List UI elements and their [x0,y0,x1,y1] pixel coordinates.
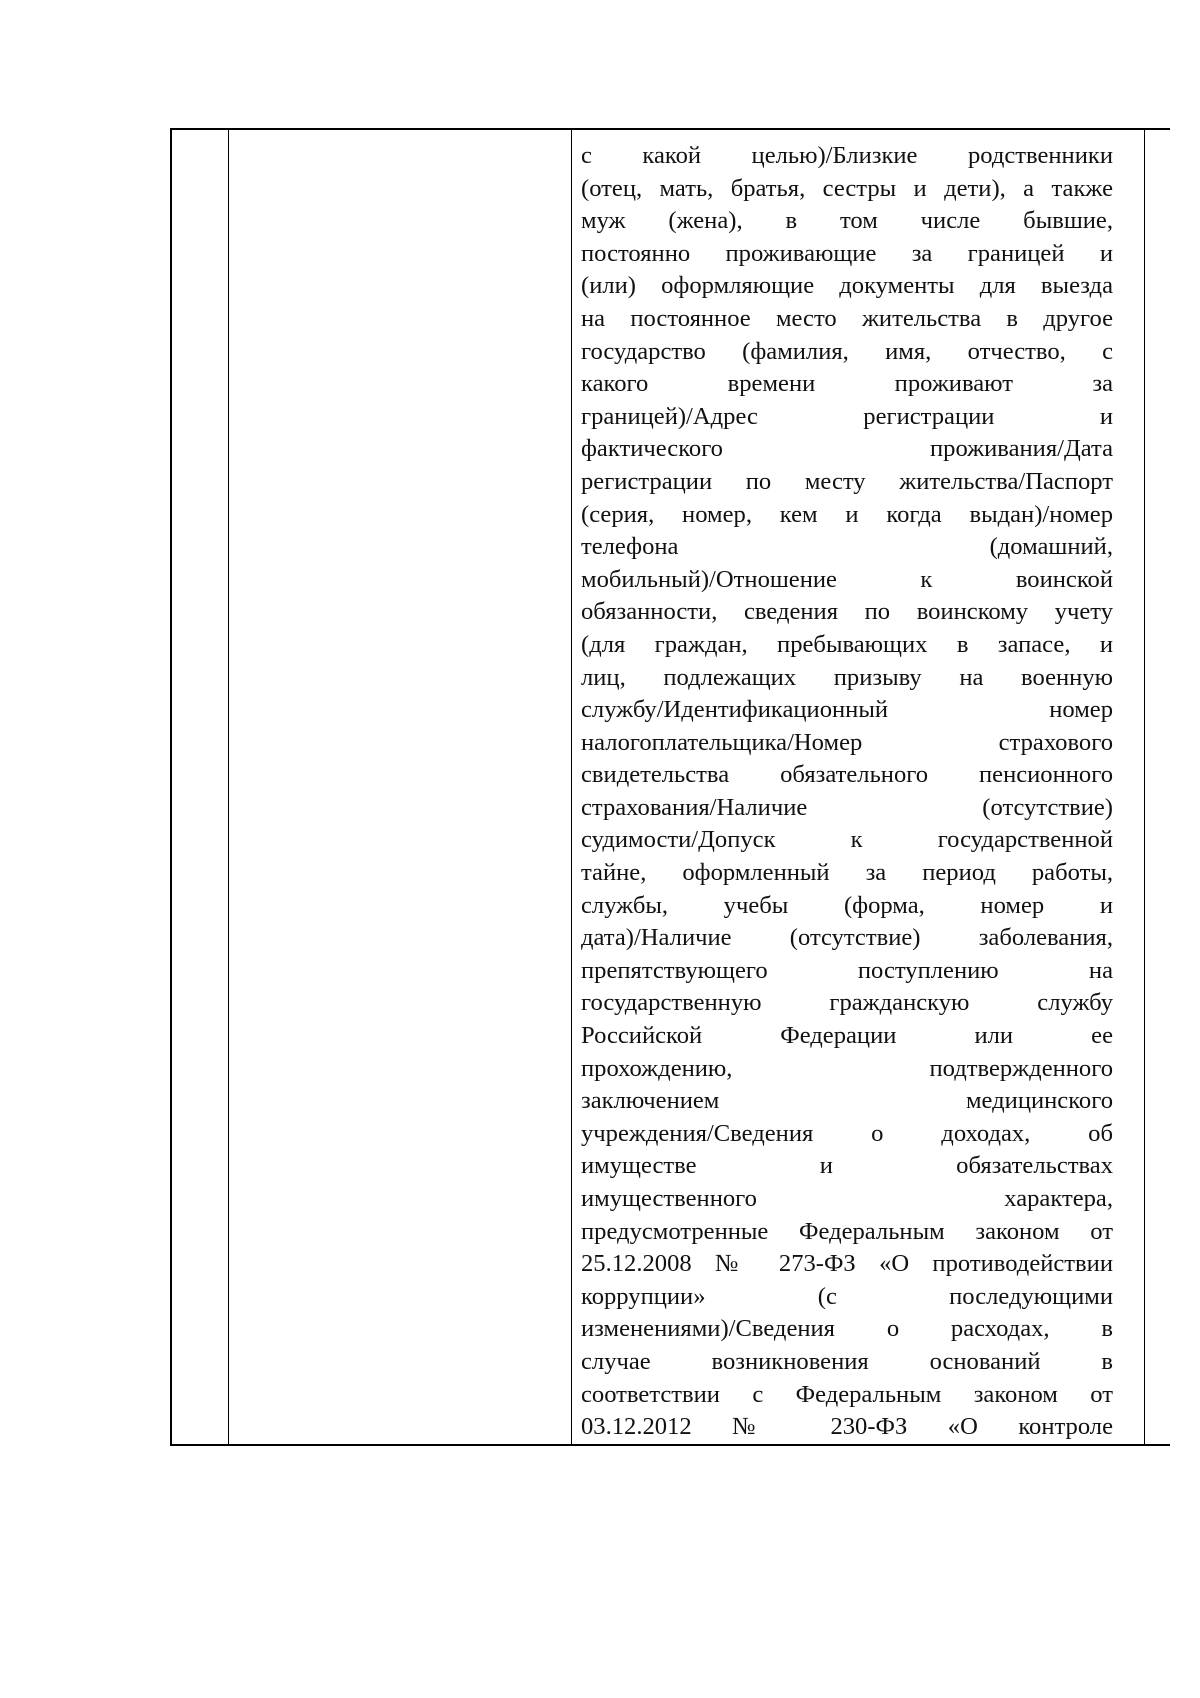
cell-text-line: постоянно проживающие за границей и [581,239,1113,267]
cell-text-line: муж (жена), в том числе бывшие, [581,207,1113,235]
cell-text-line: тайне, оформленный за период работы, [581,859,1113,887]
cell-text-line: препятствующего поступлению на [581,956,1113,984]
cell-text-line: (для граждан, пребывающих в запасе, и [581,630,1113,658]
cell-text-line: коррупции» (с последующими [581,1282,1113,1310]
cell-text-line: службы, учебы (форма, номер и [581,891,1113,919]
cell-text-line: регистрации по месту жительства/Паспорт [581,467,1113,495]
column-divider [1144,130,1145,1444]
cell-text-line: имущественного характера, [581,1185,1113,1212]
cell-text-line: государство (фамилия, имя, отчество, с [581,337,1113,365]
cell-text-line: Российской Федерации или ее [581,1022,1113,1050]
cell-text-line: государственную гражданскую службу [581,989,1113,1017]
cell-text-line: заключением медицинского [581,1087,1113,1115]
cell-text-line: 25.12.2008 № 273-ФЗ «О противодействии [581,1250,1113,1278]
column-divider [228,130,229,1444]
cell-text-line: какого времени проживают за [581,370,1113,398]
cell-text-line: свидетельства обязательного пенсионного [581,761,1113,789]
cell-text-line: границей)/Адрес регистрации и [581,402,1113,430]
cell-text-line: соответствии с Федеральным законом от [581,1380,1113,1408]
column-divider [571,130,572,1444]
cell-text-line: (отец, мать, братья, сестры и дети), а также [581,174,1113,202]
cell-text-line: дата)/Наличие (отсутствие) заболевания, [581,924,1113,952]
cell-text-line: изменениями)/Сведения о расходах, в [581,1315,1113,1343]
cell-text-line: предусмотренные Федеральным законом от [581,1217,1113,1245]
cell-text-line: судимости/Допуск к государственной [581,826,1113,854]
cell-text-line: мобильный)/Отношение к воинской [581,565,1113,593]
cell-text-line: фактического проживания/Дата [581,435,1113,463]
cell-text-line: обязанности, сведения по воинскому учету [581,598,1113,626]
cell-text-line: телефона (домашний, [581,533,1113,561]
data-table [170,128,1170,1446]
cell-text-line: службу/Идентификационный номер [581,696,1113,724]
cell-text-line: (или) оформляющие документы для выезда [581,272,1113,300]
cell-text-line: 03.12.2012 № 230-ФЗ «О контроле [581,1413,1113,1441]
cell-text-line: страхования/Наличие (отсутствие) [581,793,1113,821]
cell-text-line: с какой целью)/Близкие родственники [581,142,1113,169]
cell-text-line: имуществе и обязательствах [581,1152,1113,1180]
cell-text-line: (серия, номер, кем и когда выдан)/номер [581,500,1113,528]
table-cell-description [581,140,1113,1444]
cell-text-line: учреждения/Сведения о доходах, об [581,1119,1113,1147]
cell-text-line: лиц, подлежащих призыву на военную [581,663,1113,691]
cell-text-line: налогоплательщика/Номер страхового [581,728,1113,756]
cell-text-line: случае возникновения оснований в [581,1347,1113,1375]
cell-text-line: на постоянное место жительства в другое [581,304,1113,332]
cell-text-line: прохождению, подтвержденного [581,1054,1113,1082]
